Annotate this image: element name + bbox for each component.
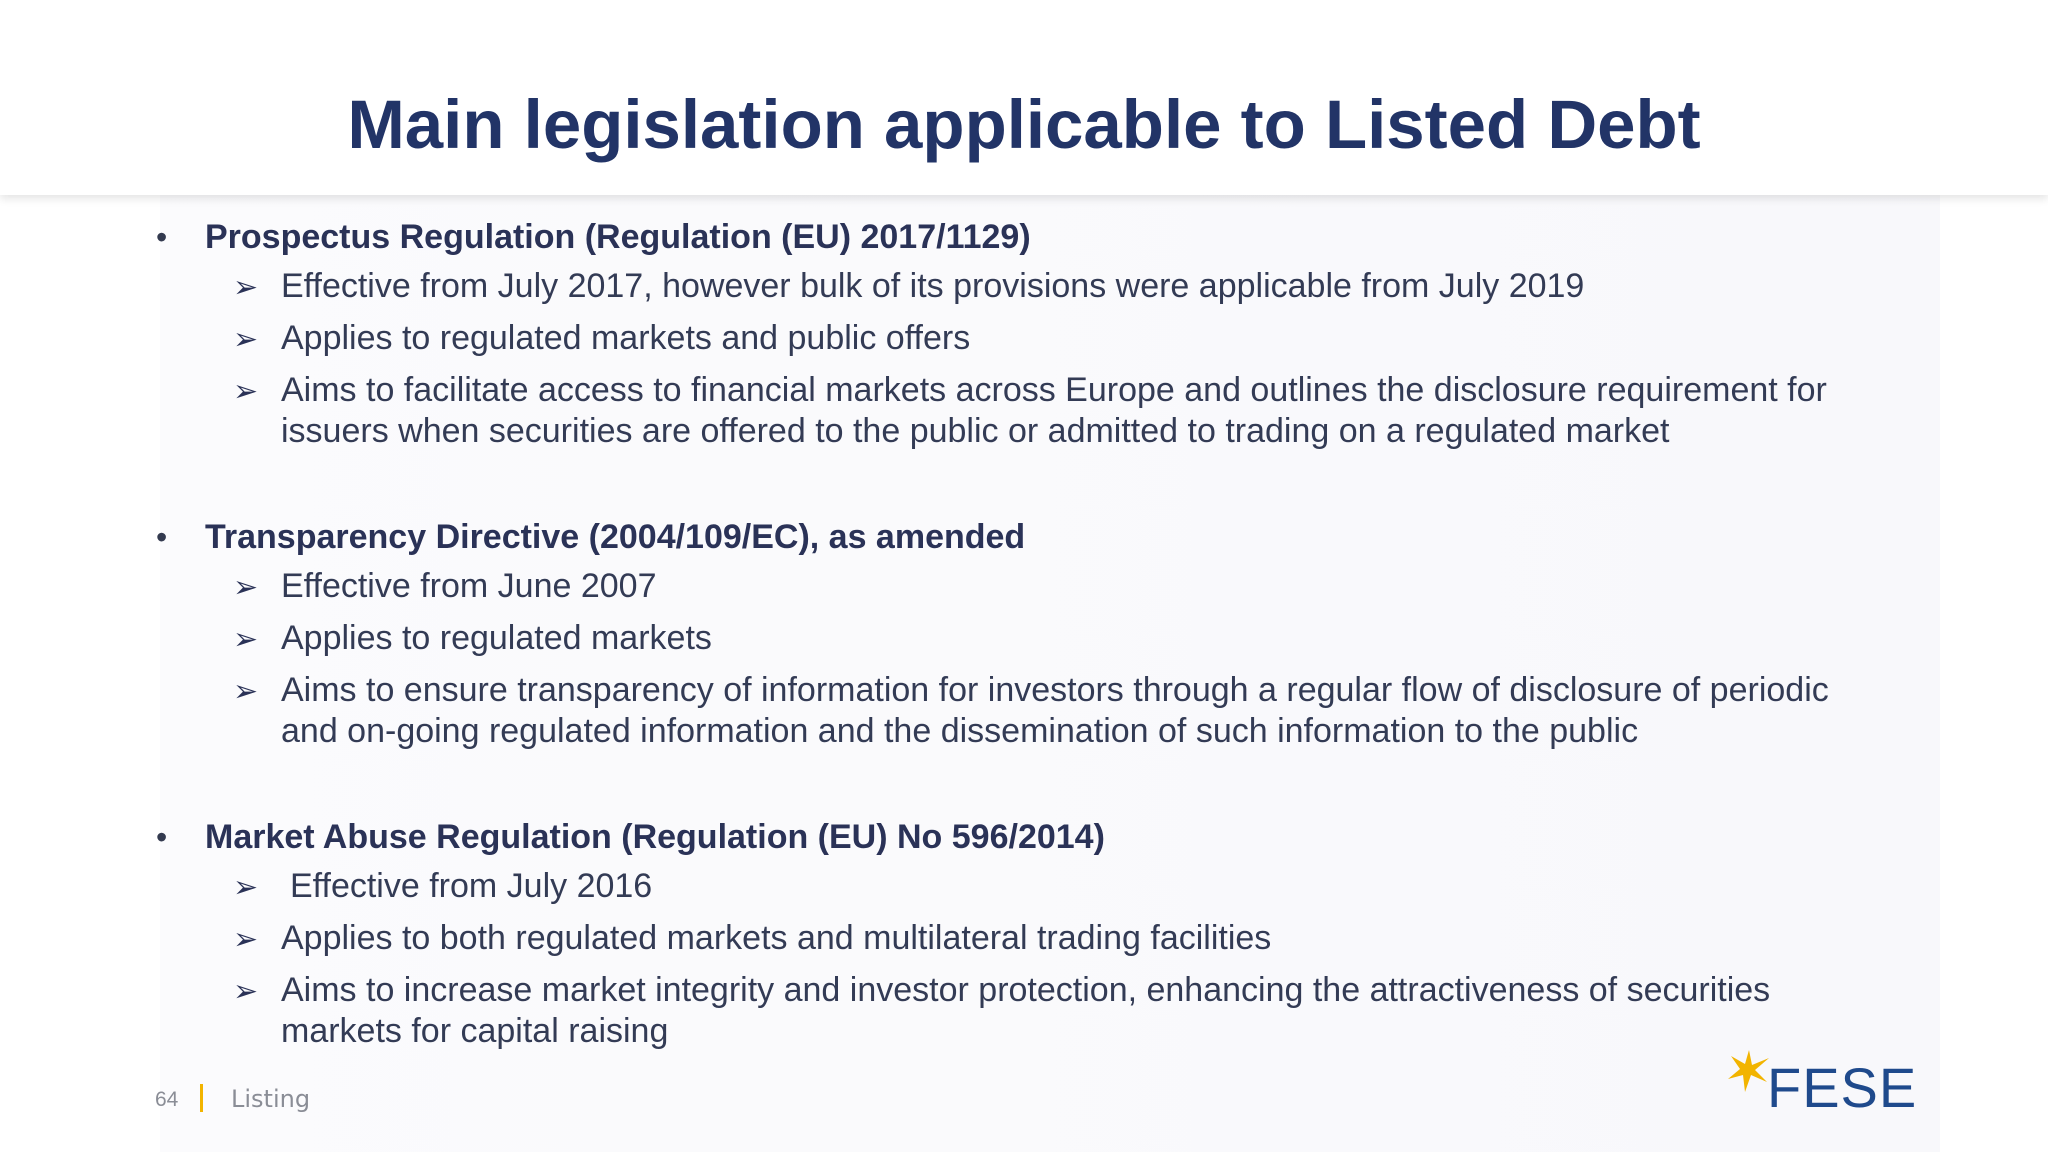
list-item-text bbox=[281, 618, 1881, 659]
list-item-text bbox=[290, 866, 1890, 907]
section-heading-row bbox=[0, 215, 2048, 259]
section-heading-row bbox=[0, 815, 2048, 859]
list-item-line: Aims to facilitate access to financial markets across Europe and outlines the disclosure requirement for bbox=[281, 371, 1827, 409]
bullet-icon: • bbox=[156, 819, 168, 855]
list-item-line: Effective from July 2016 bbox=[290, 867, 653, 905]
list-item-text bbox=[281, 370, 1881, 452]
list-item-line: Applies to regulated markets and public offers bbox=[281, 319, 971, 357]
title-band bbox=[0, 0, 2048, 195]
list-item-line: issuers when securities are offered to the public or admitted to trading on a regulated market bbox=[281, 412, 1670, 450]
arrow-bullet-icon: ➢ bbox=[233, 374, 259, 409]
list-item-text bbox=[281, 970, 1881, 1052]
fese-logo bbox=[1725, 1048, 1918, 1119]
list-item-line: Effective from June 2007 bbox=[281, 567, 657, 605]
section-heading-row bbox=[0, 515, 2048, 559]
list-item-text bbox=[281, 318, 1881, 359]
page-number: 64 bbox=[155, 1088, 179, 1111]
arrow-bullet-icon: ➢ bbox=[233, 870, 259, 905]
logo-text: FESE bbox=[1767, 1056, 1918, 1119]
list-item-text bbox=[281, 266, 1881, 307]
arrow-bullet-icon: ➢ bbox=[233, 622, 259, 657]
list-item-text bbox=[281, 566, 1881, 607]
footer-divider bbox=[200, 1084, 203, 1112]
list-item-line: markets for capital raising bbox=[281, 1012, 669, 1050]
section-heading: Market Abuse Regulation (Regulation (EU) No 596/2014) bbox=[205, 818, 1105, 856]
list-item-line: Effective from July 2017, however bulk of its provisions were applicable from July 2019 bbox=[281, 267, 1585, 305]
arrow-bullet-icon: ➢ bbox=[233, 270, 259, 305]
slide-title: Main legislation applicable to Listed Debt bbox=[347, 86, 1701, 163]
arrow-bullet-icon: ➢ bbox=[233, 570, 259, 605]
arrow-bullet-icon: ➢ bbox=[233, 974, 259, 1009]
arrow-bullet-icon: ➢ bbox=[233, 922, 259, 957]
logo-star-icon bbox=[1725, 1048, 1771, 1094]
bullet-icon: • bbox=[156, 519, 168, 555]
list-item-line: Aims to ensure transparency of information for investors through a regular flow of disclosure of periodic bbox=[281, 671, 1829, 709]
section-heading: Prospectus Regulation (Regulation (EU) 2017/1129) bbox=[205, 218, 1031, 256]
bullet-icon: • bbox=[156, 219, 168, 255]
list-item-text bbox=[281, 918, 1881, 959]
footer-section-label: Listing bbox=[231, 1085, 311, 1113]
list-item-line: Applies to regulated markets bbox=[281, 619, 712, 657]
arrow-bullet-icon: ➢ bbox=[233, 674, 259, 709]
arrow-bullet-icon: ➢ bbox=[233, 322, 259, 357]
list-item-line: Applies to both regulated markets and multilateral trading facilities bbox=[281, 919, 1272, 957]
list-item-text bbox=[281, 670, 1881, 752]
list-item-line: and on-going regulated information and the dissemination of such information to the public bbox=[281, 712, 1639, 750]
list-item-line: Aims to increase market integrity and investor protection, enhancing the attractiveness of securities bbox=[281, 971, 1771, 1009]
section-heading: Transparency Directive (2004/109/EC), as amended bbox=[205, 518, 1026, 556]
